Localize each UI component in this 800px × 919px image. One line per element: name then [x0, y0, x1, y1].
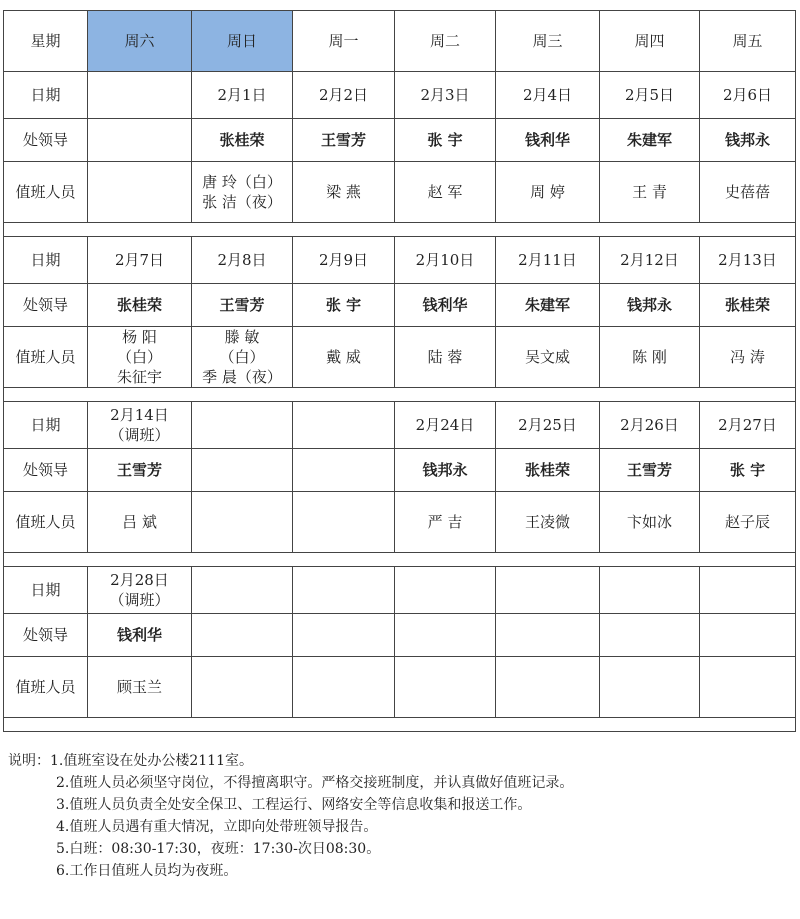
- duty-person: （白）: [219, 348, 265, 366]
- duty-person: 张 洁（夜）: [202, 193, 282, 211]
- weekday-row-label: 星期: [4, 11, 88, 72]
- date-cell: 2月13日: [700, 237, 796, 284]
- duty-person: 陆 蓉: [427, 348, 463, 366]
- leader-cell: 王雪芳: [293, 119, 395, 162]
- note-item: 3.值班人员负责全处安全保卫、工程运行、网络安全等信息收集和报送工作。: [56, 797, 532, 813]
- leader-cell: [700, 614, 796, 657]
- duty-row-label: 值班人员: [4, 327, 88, 388]
- duty-person: 吕 斌: [122, 513, 157, 531]
- duty-cell: [395, 327, 496, 388]
- duty-cell: [88, 492, 192, 553]
- duty-cell: [395, 162, 496, 223]
- leader-cell: 朱建军: [496, 284, 600, 327]
- leader-cell: 张桂荣: [192, 119, 293, 162]
- day-header-wed: 周三: [496, 11, 600, 72]
- week-spacer-row: [4, 388, 796, 402]
- spacer-cell: [4, 388, 796, 402]
- notes-prefix: 说明：: [8, 753, 50, 769]
- date-row-label: 日期: [4, 567, 88, 614]
- note-line-1: [8, 750, 573, 772]
- leader-row-label: 处领导: [4, 119, 88, 162]
- duty-person: 梁 燕: [326, 183, 361, 201]
- leader-cell: [293, 614, 395, 657]
- duty-cell: [700, 657, 796, 718]
- duty-cell: [293, 492, 395, 553]
- day-header-thu: 周四: [600, 11, 700, 72]
- duty-person: 赵子辰: [724, 513, 770, 531]
- leader-row: [4, 284, 796, 327]
- leader-row-label: 处领导: [4, 614, 88, 657]
- duty-schedule-table: [3, 10, 796, 732]
- duty-person: （白）: [116, 348, 162, 366]
- date-cell: [395, 567, 496, 614]
- duty-person: 吴文威: [524, 348, 570, 366]
- duty-cell: [88, 657, 192, 718]
- duty-person: 顾玉兰: [116, 678, 162, 696]
- date-row: [4, 237, 796, 284]
- leader-row: [4, 614, 796, 657]
- leader-row-label: 处领导: [4, 449, 88, 492]
- duty-cell: [700, 162, 796, 223]
- date-cell: [293, 402, 395, 449]
- date-row: [4, 567, 796, 614]
- duty-cell: [192, 327, 293, 388]
- duty-row: [4, 162, 796, 223]
- date-row-label: 日期: [4, 402, 88, 449]
- day-header-tue: 周二: [395, 11, 496, 72]
- date-cell: [293, 567, 395, 614]
- leader-row: [4, 449, 796, 492]
- leader-row-label: 处领导: [4, 284, 88, 327]
- note-line-3: [8, 794, 573, 816]
- date-cell: 2月11日: [496, 237, 600, 284]
- date-cell: 2月4日: [496, 72, 600, 119]
- date-row-label: 日期: [4, 237, 88, 284]
- duty-cell: [293, 327, 395, 388]
- duty-cell: [700, 492, 796, 553]
- duty-cell: [700, 327, 796, 388]
- header-row: [4, 11, 796, 72]
- duty-cell: [395, 492, 496, 553]
- duty-cell: [192, 492, 293, 553]
- date-cell: 2月14日 （调班）: [88, 402, 192, 449]
- leader-cell: 钱邦永: [395, 449, 496, 492]
- leader-cell: [395, 614, 496, 657]
- leader-cell: 张 宇: [395, 119, 496, 162]
- leader-cell: 张桂荣: [88, 284, 192, 327]
- spacer-cell: [4, 223, 796, 237]
- date-cell: [496, 567, 600, 614]
- leader-cell: [88, 119, 192, 162]
- duty-cell: [293, 162, 395, 223]
- duty-person: 朱征宇: [116, 368, 162, 386]
- note-item: 4.值班人员遇有重大情况，立即向处带班领导报告。: [56, 819, 378, 835]
- note-item: 6.工作日值班人员均为夜班。: [56, 863, 238, 879]
- day-header-sat: 周六: [88, 11, 192, 72]
- date-row: [4, 72, 796, 119]
- duty-row-label: 值班人员: [4, 657, 88, 718]
- date-cell: 2月6日: [700, 72, 796, 119]
- duty-person: 戴 威: [326, 348, 361, 366]
- note-line-5: [8, 838, 573, 860]
- date-row: [4, 402, 796, 449]
- leader-cell: [192, 449, 293, 492]
- duty-cell: [600, 492, 700, 553]
- date-cell: 2月25日: [496, 402, 600, 449]
- spacer-cell: [4, 553, 796, 567]
- date-cell: 2月8日: [192, 237, 293, 284]
- duty-cell: [496, 162, 600, 223]
- note-line-2: [8, 772, 573, 794]
- duty-person: 赵 军: [427, 183, 463, 201]
- date-cell: [700, 567, 796, 614]
- duty-person: 严 吉: [427, 513, 463, 531]
- duty-person: 唐 玲（白）: [202, 173, 282, 191]
- duty-row: [4, 327, 796, 388]
- date-cell: 2月26日: [600, 402, 700, 449]
- duty-cell: [88, 162, 192, 223]
- duty-person: 滕 敏: [224, 328, 260, 346]
- duty-cell: [395, 657, 496, 718]
- leader-cell: 张 宇: [293, 284, 395, 327]
- duty-row: [4, 492, 796, 553]
- leader-cell: 钱邦永: [700, 119, 796, 162]
- date-cell: 2月12日: [600, 237, 700, 284]
- leader-cell: 王雪芳: [88, 449, 192, 492]
- day-header-fri: 周五: [700, 11, 796, 72]
- duty-person: 陈 刚: [632, 348, 667, 366]
- leader-cell: 张桂荣: [496, 449, 600, 492]
- table-end-row: [4, 718, 796, 732]
- leader-cell: 钱邦永: [600, 284, 700, 327]
- date-cell: 2月9日: [293, 237, 395, 284]
- leader-cell: [496, 614, 600, 657]
- leader-cell: 钱利华: [395, 284, 496, 327]
- week-spacer-row: [4, 553, 796, 567]
- duty-cell: [600, 162, 700, 223]
- duty-cell: [496, 492, 600, 553]
- duty-cell: [192, 657, 293, 718]
- spacer-cell: [4, 718, 796, 732]
- leader-row: [4, 119, 796, 162]
- leader-cell: 张 宇: [700, 449, 796, 492]
- date-cell: 2月1日: [192, 72, 293, 119]
- duty-person: 杨 阳: [122, 328, 157, 346]
- note-line-6: [8, 860, 573, 882]
- date-cell: 2月28日 （调班）: [88, 567, 192, 614]
- duty-cell: [293, 657, 395, 718]
- leader-cell: 王雪芳: [192, 284, 293, 327]
- day-header-sun: 周日: [192, 11, 293, 72]
- date-cell: 2月5日: [600, 72, 700, 119]
- leader-cell: 钱利华: [496, 119, 600, 162]
- date-cell: 2月3日: [395, 72, 496, 119]
- day-header-mon: 周一: [293, 11, 395, 72]
- duty-cell: [600, 327, 700, 388]
- duty-person: 史蓓蓓: [724, 183, 770, 201]
- duty-cell: [496, 327, 600, 388]
- date-cell: 2月24日: [395, 402, 496, 449]
- date-cell: 2月7日: [88, 237, 192, 284]
- duty-cell: [496, 657, 600, 718]
- duty-person: 冯 涛: [730, 348, 765, 366]
- note-item: 1.值班室设在处办公楼2111室。: [50, 753, 253, 769]
- leader-cell: [600, 614, 700, 657]
- note-item: 2.值班人员必须坚守岗位，不得擅离职守。严格交接班制度，并认真做好值班记录。: [56, 775, 574, 791]
- leader-cell: 钱利华: [88, 614, 192, 657]
- note-line-4: [8, 816, 573, 838]
- notes: [8, 750, 573, 882]
- duty-cell: [192, 162, 293, 223]
- leader-cell: 王雪芳: [600, 449, 700, 492]
- note-item: 5.白班：08:30-17:30，夜班：17:30-次日08:30。: [56, 841, 381, 857]
- date-cell: [192, 402, 293, 449]
- date-cell: 2月10日: [395, 237, 496, 284]
- date-cell: [192, 567, 293, 614]
- date-cell: [88, 72, 192, 119]
- leader-cell: [293, 449, 395, 492]
- duty-cell: [600, 657, 700, 718]
- duty-person: 周 婷: [530, 183, 565, 201]
- duty-row-label: 值班人员: [4, 162, 88, 223]
- date-cell: 2月27日: [700, 402, 796, 449]
- date-cell: [600, 567, 700, 614]
- leader-cell: [192, 614, 293, 657]
- duty-person: 王 青: [632, 183, 667, 201]
- duty-person: 季 晨（夜）: [202, 368, 282, 386]
- week-spacer-row: [4, 223, 796, 237]
- duty-cell: [88, 327, 192, 388]
- duty-row-label: 值班人员: [4, 492, 88, 553]
- duty-row: [4, 657, 796, 718]
- duty-person: 王凌微: [524, 513, 570, 531]
- duty-person: 卞如冰: [626, 513, 672, 531]
- leader-cell: 张桂荣: [700, 284, 796, 327]
- leader-cell: 朱建军: [600, 119, 700, 162]
- date-cell: 2月2日: [293, 72, 395, 119]
- date-row-label: 日期: [4, 72, 88, 119]
